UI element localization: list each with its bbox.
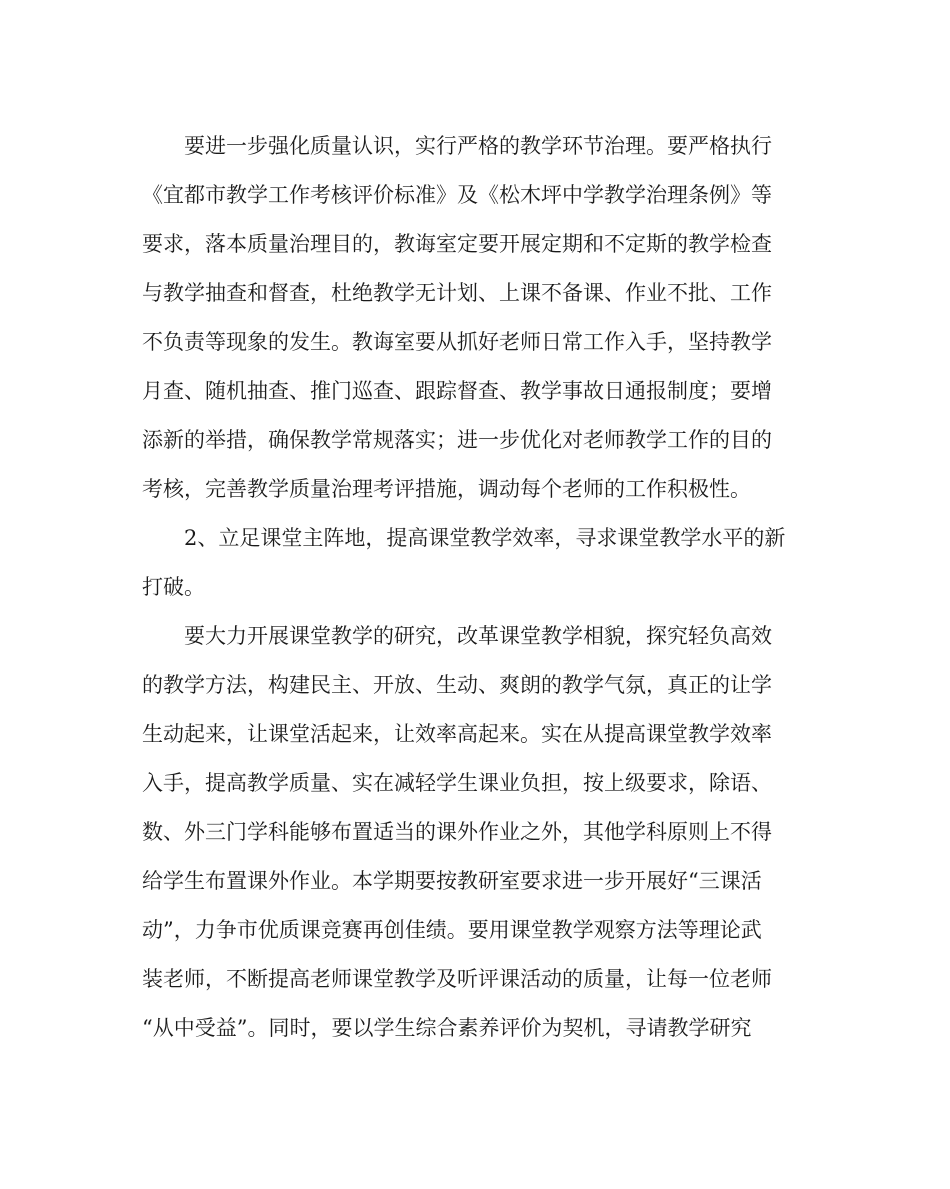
paragraph-line: 要进一步强化质量认识，实行严格的教学环节治理。要严格执行 [184,134,772,158]
paragraph-line: 动”，力争市优质课竞赛再创佳绩。要用课堂教学观察方法等理论武 [142,918,762,942]
paragraph-line: 月查、随机抽查、推门巡查、跟踪督查、教学事故日通报制度；要增 [142,379,772,403]
paragraph-line: 数、外三门学科能够布置适当的课外作业之外，其他学科原则上不得 [142,820,772,844]
paragraph-line: 的教学方法，构建民主、开放、生动、爽朗的教学气氛，真正的让学 [142,673,772,697]
section-heading-line: 2、立足课堂主阵地，提高课堂教学效率，寻求课堂教学水平的新 [184,526,786,550]
paragraph-line: 要大力开展课堂教学的研究，改革课堂教学相貌，探究轻负高效 [184,624,772,648]
paragraph-line: 与教学抽查和督查，杜绝教学无计划、上课不备课、作业不批、工作 [142,281,772,305]
body-text [142,122,806,1053]
paragraph-line: 入手，提高教学质量、实在减轻学生课业负担，按上级要求，除语、 [142,771,772,795]
paragraph-line: 要求，落本质量治理目的，教诲室定要开展定期和不定斯的教学检查 [142,232,772,256]
paragraph-line: 考核，完善教学质量治理考评措施，调动每个老师的工作积极性。 [142,477,751,501]
paragraph-line: 装老师，不断提高老师课堂教学及听评课活动的质量，让每一位老师 [142,967,772,991]
paragraph-line: 添新的举措，确保教学常规落实；进一步优化对老师教学工作的目的 [142,428,772,452]
paragraph-line: 不负责等现象的发生。教诲室要从抓好老师日常工作入手，坚持教学 [142,330,772,354]
section-heading-line: 打破。 [142,575,205,599]
paragraph-line: “从中受益”。同时，要以学生综合素养评价为契机，寻请教学研究 [142,1016,752,1040]
paragraph-line: 《宜都市教学工作考核评价标准》及《松木坪中学教学治理条例》等 [142,183,772,207]
paragraph-line: 生动起来，让课堂活起来，让效率高起来。实在从提高课堂教学效率 [142,722,772,746]
paragraph-line: 给学生布置课外作业。本学期要按教研室要求进一步开展好“三课活 [142,869,762,893]
